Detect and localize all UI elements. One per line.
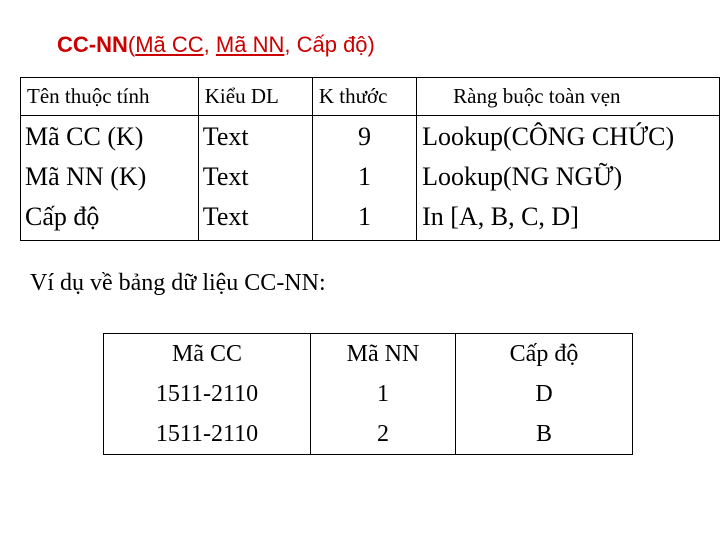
schema-header-size: K thước — [312, 78, 416, 116]
schema-cell: Lookup(CÔNG CHỨC) — [422, 122, 675, 151]
schema-header-constraint: Ràng buộc toàn vẹn — [417, 78, 720, 116]
example-header-cell: Cấp độ — [509, 341, 579, 367]
schema-cell: Text — [202, 122, 249, 151]
example-table — [103, 333, 633, 455]
example-header-cell: Mã CC — [171, 341, 242, 367]
example-cell: 1511-2110 — [155, 381, 259, 407]
schema-header-name: Tên thuộc tính — [21, 78, 199, 116]
schema-cell: In [A, B, C, D] — [422, 202, 579, 231]
title-sep-1: , — [203, 32, 216, 57]
example-header-cell: Mã NN — [346, 341, 420, 367]
schema-cell: Text — [202, 202, 249, 231]
example-cell: 1 — [377, 381, 389, 407]
schema-col-type — [198, 116, 312, 241]
schema-header-row — [21, 78, 720, 116]
page-title — [57, 32, 375, 58]
schema-col-size — [312, 116, 416, 241]
schema-body-row — [21, 116, 720, 241]
schema-col-constraint — [417, 116, 720, 241]
example-row — [104, 334, 633, 455]
example-cell: B — [535, 421, 552, 447]
schema-cell: Cấp độ — [25, 202, 100, 231]
title-field-ma-cc: Mã CC — [135, 32, 204, 57]
example-col-cap-do — [456, 334, 633, 455]
example-col-ma-cc — [104, 334, 311, 455]
title-sep-2: , — [284, 32, 297, 57]
example-col-ma-nn — [311, 334, 456, 455]
example-cell: 2 — [377, 421, 389, 447]
schema-cell: 9 — [358, 122, 372, 151]
title-open-paren: ( — [127, 32, 136, 57]
title-field-ma-nn: Mã NN — [215, 32, 285, 57]
title-close-paren: ) — [367, 32, 375, 57]
example-cell: D — [535, 381, 553, 407]
schema-cell: 1 — [358, 162, 372, 191]
schema-col-name — [21, 116, 199, 241]
schema-cell: Text — [202, 162, 249, 191]
schema-cell: 1 — [358, 202, 372, 231]
example-caption: Ví dụ về bảng dữ liệu CC-NN: — [30, 270, 326, 296]
example-cell: 1511-2110 — [155, 421, 259, 447]
title-field-cap-do: Cấp độ — [296, 32, 368, 57]
schema-cell: Mã CC (K) — [25, 122, 144, 151]
schema-header-type: Kiểu DL — [198, 78, 312, 116]
schema-cell: Mã NN (K) — [25, 162, 147, 191]
schema-table — [20, 77, 720, 241]
schema-cell: Lookup(NG NGỮ) — [422, 162, 623, 191]
title-table-name: CC-NN — [57, 32, 128, 57]
